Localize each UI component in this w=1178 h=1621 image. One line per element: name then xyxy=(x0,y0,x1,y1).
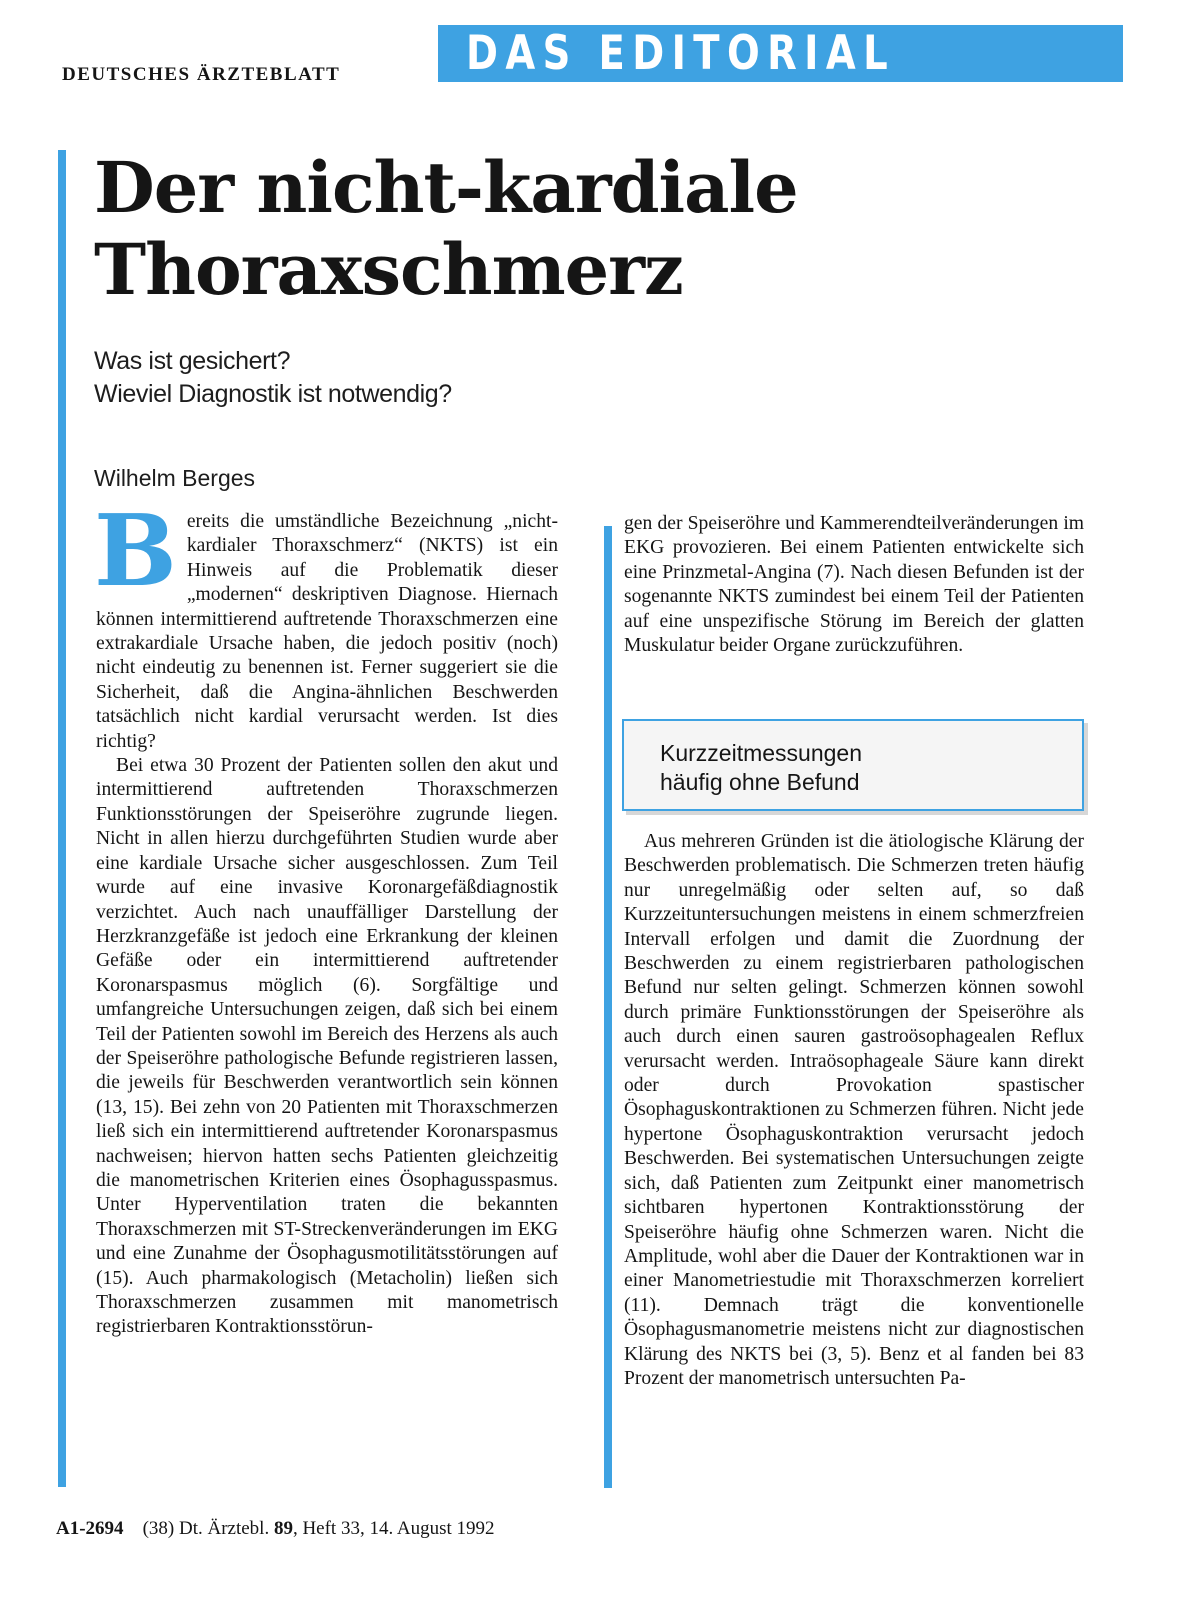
body-paragraph-4: Aus mehreren Gründen ist die ätiologische Klärung der Beschwerden problematisch. Die Schmerzen treten häufig nur unregelmäßig oder selten auf, so daß Kurzzeituntersuchungen meistens in einem schmerzfreien Intervall erfolgen und damit die Zuordnung der Beschwerden zu einem registrierbaren pathologischen Befund nur selten gelingt. Schmerzen können sowohl durch primäre Funktionsstörungen der Speiseröhre als auch durch einen sauren gastroösophagealen Reflux verursacht werden. Intraösophageale Säure kann direkt oder durch Provokation spastischer Ösophaguskontraktionen zu Schmerzen führen. Nicht jede hypertone Ösophaguskontraktion verursacht jedoch Beschwerden. Bei systematischen Untersuchungen zeigte sich, daß Patienten zum Zeitpunkt einer manometrisch sichtbaren hypertonen Kontraktionsstörung der Speiseröhre häufig ohne Schmerzen waren. Nicht die Amplitude, wohl aber die Dauer der Kontraktionen war in einer Manometriestudie mit Thoraxschmerzen korreliert (11). Demnach trägt die konventionelle Ösophagusmanometrie meistens nicht zur diagnostischen Klärung des NKTS bei (3, 5). Benz et al fanden bei 83 Prozent der manometrisch untersuchten Pa- xyxy=(624,831,1084,1389)
issue-date: Heft 33, 14. August 1992 xyxy=(302,1518,495,1539)
page-code: A1-2694 xyxy=(56,1518,124,1539)
title-line-1: Der nicht-kardiale xyxy=(94,146,798,229)
subheading xyxy=(660,739,862,797)
drop-cap: B xyxy=(94,494,177,609)
article-subtitle xyxy=(94,345,452,411)
journal-name: Dt. Ärztebl. xyxy=(178,1518,270,1539)
page-footer xyxy=(56,1518,495,1540)
publication-name: DEUTSCHES ÄRZTEBLATT xyxy=(62,64,341,85)
title-line-2: Thoraxschmerz xyxy=(94,228,683,311)
left-column xyxy=(94,494,558,1340)
left-accent-bar xyxy=(58,150,66,1487)
section-banner xyxy=(438,25,1123,82)
article-title xyxy=(94,147,798,311)
right-column xyxy=(624,512,1084,658)
page-number: (38) xyxy=(142,1518,175,1539)
subheading-line-2: häufig ohne Befund xyxy=(660,769,860,795)
body-paragraph-1 xyxy=(94,494,558,754)
right-accent-bar xyxy=(604,526,612,1488)
issue-separator: , xyxy=(292,1518,298,1539)
body-paragraph-2: Bei etwa 30 Prozent der Patienten sollen den akut und intermittierend auftretenden Thoraxschmerzen Funktionsstörungen der Speiseröhre zugrunde liegen. Nicht in allen hierzu durchgeführten Studien wurde aber eine kardiale Ursache sicher ausgeschlossen. Zum Teil wurde auf eine invasive Koronargefäßdiagnostik verzichtet. Auch nach unauffälliger Darstellung der Herzkranzgefäße ist jedoch eine Erkrankung der kleinen Gefäße oder ein intermittierend auftretender Koronarspasmus möglich (6). Sorgfältige und umfangreiche Untersuchungen zeigen, daß sich bei einem Teil der Patienten sowohl im Bereich des Herzens als auch der Speiseröhre pathologische Befunde registrieren lassen, die jeweils für Beschwerden verantwortlich sein können (13, 15). Bei zehn von 20 Patienten mit Thoraxschmerzen ließ sich ein intermittierend auftretender Koronarspasmus nachweisen; hiervon hatten sechs Patienten gleichzeitig die manometrischen Kriterien eines Ösophagusspasmus. Unter Hyperventilation traten die bekannten Thoraxschmerzen mit ST-Streckenveränderungen im EKG und eine Zunahme der Ösophagusmotilitätsstörungen auf (15). Auch pharmakologisch (Metacholin) ließen sich Thoraxschmerzen zusammen mit manometrisch registrierbaren Kontraktionsstörun- xyxy=(96,755,558,1338)
subheading-box xyxy=(622,719,1084,811)
journal-volume: 89 xyxy=(273,1518,293,1539)
subheading-line-1: Kurzzeitmessungen xyxy=(660,740,862,766)
section-label: DAS EDITORIAL xyxy=(466,26,896,81)
right-column-lower xyxy=(624,830,1084,1391)
subtitle-line-2: Wieviel Diagnostik ist notwendig? xyxy=(94,380,452,408)
body-paragraph-3: gen der Speiseröhre und Kammerendteilveränderungen im EKG provozieren. Bei einem Patienten entwickelte sich eine Prinzmetal-Angina (7). Nach diesen Befunden ist der sogenannte NKTS zumindest bei einem Teil der Patienten auf eine unspezifische Störung im Bereich der glatten Muskulatur beider Organe zurückzuführen. xyxy=(624,513,1084,657)
paragraph-1-text: ereits die umständliche Bezeichnung „nicht-kardialer Thoraxschmerz“ (NKTS) ist ein Hinweis auf die Problematik dieser „modernen“ deskriptiven Diagnose. Hiernach können intermittierend auftretende Thoraxschmerzen eine extrakardiale Ursache haben, die jedoch positiv (noch) nicht eindeutig zu benennen ist. Ferner suggeriert sie die Sicherheit, daß die Angina-ähnlichen Beschwerden tatsächlich nicht kardial verursacht werden. Ist dies richtig? xyxy=(96,511,558,752)
author-name: Wilhelm Berges xyxy=(94,465,256,491)
subtitle-line-1: Was ist gesichert? xyxy=(94,347,291,375)
